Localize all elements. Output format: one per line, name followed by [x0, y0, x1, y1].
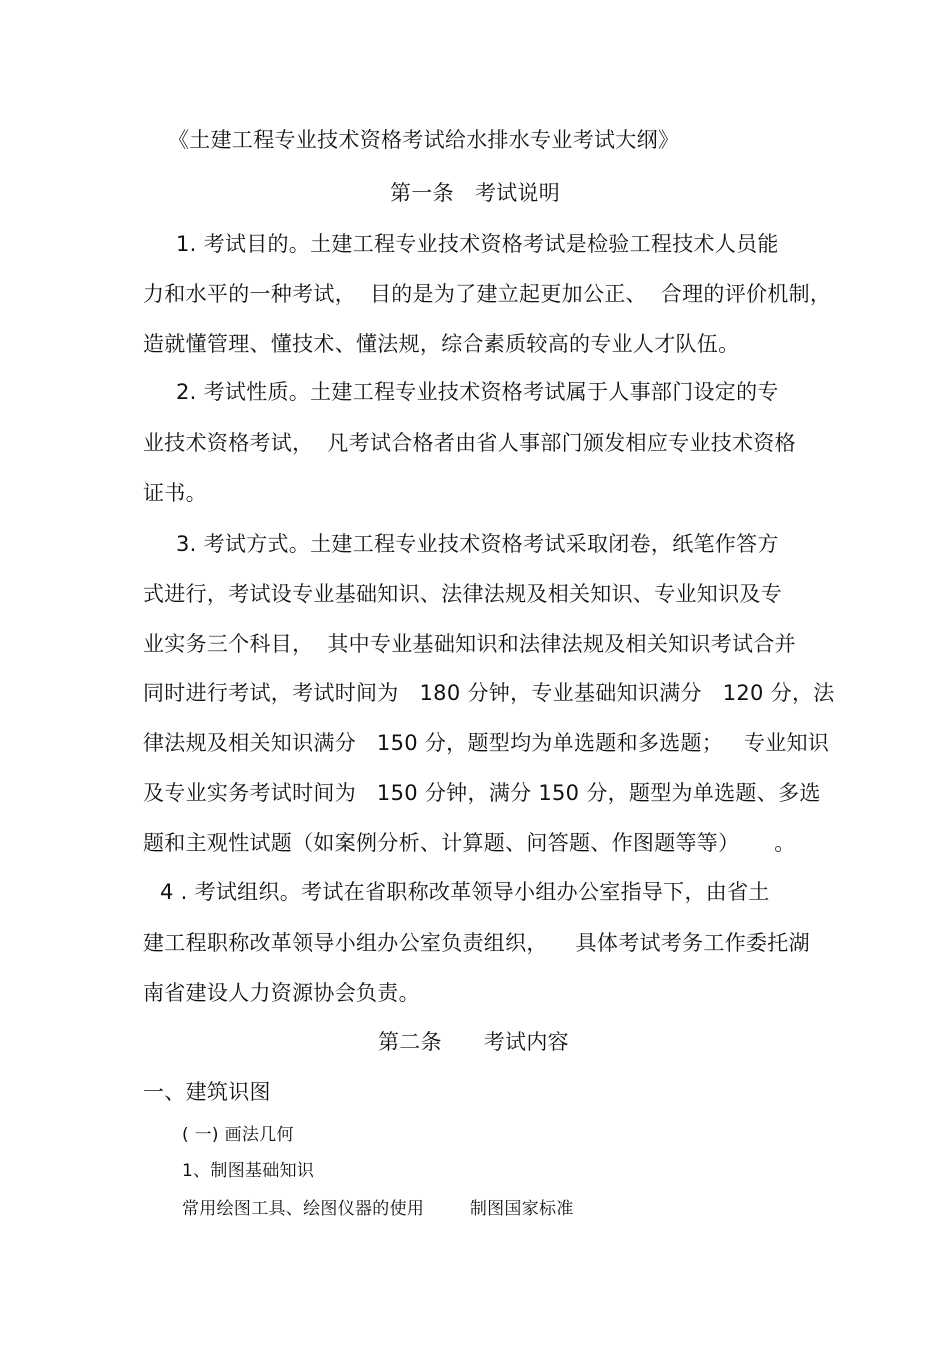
paragraph-3-line-6: 及专业实务考试时间为 150 分钟，满分 150 分，题型为单选题、多选 — [143, 781, 821, 805]
item-1-description: 常用绘图工具、绘图仪器的使用 制图国家标准 — [182, 1199, 574, 1219]
article-2-heading: 第二条 考试内容 — [378, 1030, 569, 1054]
subsection-heading-1: ( 一) 画法几何 — [182, 1125, 294, 1145]
section-heading-1: 一、建筑识图 — [143, 1080, 271, 1104]
paragraph-4-line-3: 南省建设人力资源协会负责。 — [143, 981, 420, 1005]
paragraph-3-line-4: 同时进行考试，考试时间为 180 分钟，专业基础知识满分 120 分，法 — [143, 681, 835, 705]
article-1-heading: 第一条 考试说明 — [390, 181, 561, 205]
document-title: 《土建工程专业技术资格考试给水排水专业考试大纲》 — [168, 128, 680, 152]
paragraph-3-line-2: 式进行，考试设专业基础知识、法律法规及相关知识、专业知识及专 — [143, 582, 782, 606]
paragraph-1-line-1: 1. 考试目的。土建工程专业技术资格考试是检验工程技术人员能 — [176, 232, 779, 256]
paragraph-2-line-3: 证书。 — [143, 481, 207, 505]
paragraph-4-line-2: 建工程职称改革领导小组办公室负责组织， 具体考试考务工作委托湖 — [143, 931, 810, 955]
paragraph-1-line-3: 造就懂管理、懂技术、懂法规，综合素质较高的专业人才队伍。 — [143, 332, 740, 356]
paragraph-4-line-1: 4 . 考试组织。考试在省职称改革领导小组办公室指导下，由省土 — [160, 880, 770, 904]
paragraph-1-line-2: 力和水平的一种考试， 目的是为了建立起更加公正、 合理的评价机制， — [143, 282, 832, 306]
paragraph-3-line-7: 题和主观性试题（如案例分析、计算题、问答题、作图题等等） 。 — [143, 831, 796, 855]
paragraph-3-line-3: 业实务三个科目， 其中专业基础知识和法律法规及相关知识考试合并 — [143, 632, 796, 656]
paragraph-3-line-5: 律法规及相关知识满分 150 分，题型均为单选题和多选题； 专业知识 — [143, 731, 830, 755]
item-heading-1: 1、制图基础知识 — [182, 1161, 315, 1181]
paragraph-3-line-1: 3. 考试方式。土建工程专业技术资格考试采取闭卷，纸笔作答方 — [176, 532, 779, 556]
paragraph-2-line-1: 2. 考试性质。土建工程专业技术资格考试属于人事部门设定的专 — [176, 380, 779, 404]
paragraph-2-line-2: 业技术资格考试， 凡考试合格者由省人事部门颁发相应专业技术资格 — [143, 431, 796, 455]
